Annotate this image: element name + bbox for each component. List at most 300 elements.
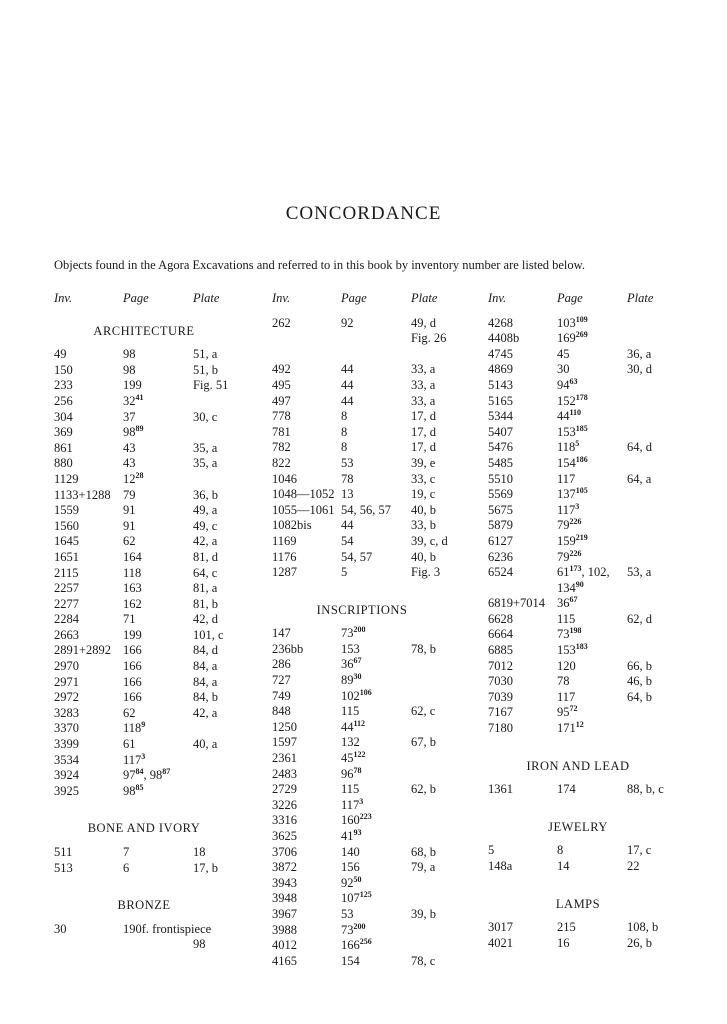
table-row [488, 362, 688, 378]
page-title: CONCORDANCE [285, 203, 442, 224]
inv-cell: 147 [272, 626, 291, 641]
page-cell: 45 [557, 346, 570, 361]
inv-cell: 6628 [488, 611, 513, 626]
page-cell: $44^{112}$ [341, 718, 366, 734]
inv-cell: 3226 [272, 797, 297, 812]
table-row [488, 347, 688, 363]
plate-cell: 88, b, c [627, 782, 664, 797]
table-row [272, 565, 472, 581]
table-row [488, 920, 688, 936]
plate-cell: 42, d [193, 612, 218, 627]
inv-cell: 3370 [54, 721, 79, 736]
page-cell: 44 [341, 393, 354, 408]
plate-cell: 33, c [411, 471, 436, 486]
header-inv: Inv. [272, 291, 291, 305]
plate-cell: 51, a [193, 347, 218, 362]
plate-cell: 49, a [193, 503, 218, 518]
table-row [54, 488, 254, 504]
plate-cell: 108, b [627, 920, 659, 935]
page-cell: 5 [341, 565, 348, 580]
plate-cell: 78, b [411, 641, 436, 656]
page-cell: 91 [123, 503, 136, 518]
page-cell: $137^{105}$ [557, 486, 588, 502]
table-row [488, 518, 688, 534]
section-heading: ARCHITECTURE [93, 323, 195, 338]
table-row [54, 753, 254, 769]
table-row [272, 673, 472, 689]
table-row [488, 859, 688, 875]
plate-cell: Fig. 3 [411, 565, 441, 580]
table-row [488, 721, 688, 737]
page-cell: 91 [123, 518, 136, 533]
table-row [272, 425, 472, 441]
inv-cell: 2257 [54, 581, 79, 596]
table-row [272, 487, 472, 503]
table-row [54, 581, 254, 597]
plate-cell: 84, a [193, 674, 218, 689]
inv-cell: 3017 [488, 920, 513, 935]
plate-cell: 49, d [411, 315, 436, 330]
table-row [272, 362, 472, 378]
inv-cell: 2277 [54, 596, 79, 611]
inv-cell: 7039 [488, 689, 513, 704]
table-row [272, 472, 472, 488]
page-cell: 62 [123, 705, 136, 720]
table-row [272, 456, 472, 472]
plate-cell: 17, d [411, 440, 436, 455]
page-cell: $12^{28}$ [123, 470, 144, 486]
plate-cell: 64, c [193, 565, 218, 580]
inv-cell: 5569 [488, 487, 513, 502]
page-cell: $95^{72}$ [557, 704, 578, 720]
table-row [272, 316, 472, 332]
inv-cell: 2361 [272, 751, 297, 766]
table-row [488, 782, 688, 798]
table-row [272, 331, 472, 347]
page-cell: $98^{89}$ [123, 424, 144, 440]
inv-cell: 727 [272, 673, 291, 688]
table-row [488, 936, 688, 952]
table-row [488, 503, 688, 519]
table-row [488, 581, 688, 597]
plate-cell: 84, b [193, 690, 218, 705]
inv-cell: 1133+1288 [54, 487, 111, 502]
table-row [488, 659, 688, 675]
plate-cell: 64, a [627, 471, 652, 486]
inv-cell: 256 [54, 393, 73, 408]
plate-cell: 39, e [411, 455, 436, 470]
page-cell: 154 [341, 953, 360, 968]
section-heading: IRON AND LEAD [526, 758, 630, 773]
inv-cell: 5485 [488, 455, 513, 470]
table-row [54, 861, 254, 877]
inv-cell: 3925 [54, 783, 79, 798]
page-cell: 163 [123, 581, 142, 596]
page-cell: $73^{200}$ [341, 625, 366, 641]
page-cell: 78 [341, 471, 354, 486]
section-heading: JEWELRY [548, 819, 608, 834]
table-row [488, 705, 688, 721]
page-cell: 61 [123, 737, 136, 752]
table-row [272, 735, 472, 751]
inv-cell: 1651 [54, 549, 79, 564]
concordance-column-1 [54, 291, 254, 953]
page-cell: 53 [341, 906, 354, 921]
plate-cell: 81, d [193, 549, 218, 564]
inv-cell: 5407 [488, 424, 513, 439]
inv-cell: 1597 [272, 735, 297, 750]
inv-cell: 6885 [488, 643, 513, 658]
plate-cell: 62, b [411, 782, 436, 797]
inv-cell: 6127 [488, 533, 513, 548]
page-cell: 79 [123, 487, 136, 502]
plate-cell: 51, b [193, 362, 218, 377]
table-row [488, 565, 688, 581]
table-row [488, 378, 688, 394]
table-row [488, 550, 688, 566]
inv-cell: 1250 [272, 719, 297, 734]
page-cell: 140 [341, 844, 360, 859]
table-row [54, 784, 254, 800]
header-plate: Plate [411, 291, 438, 305]
inv-cell: 5879 [488, 518, 513, 533]
table-row [54, 721, 254, 737]
inv-cell: 5165 [488, 393, 513, 408]
inv-cell: 782 [272, 440, 291, 455]
page-cell: 44 [341, 518, 354, 533]
page-cell: $73^{200}$ [341, 921, 366, 937]
table-row [54, 378, 254, 394]
table-row [272, 409, 472, 425]
inv-cell: 4268 [488, 315, 513, 330]
header-page: Page [123, 291, 149, 305]
header-page: Page [341, 291, 367, 305]
table-row [272, 704, 472, 720]
plate-cell: 17, d [411, 409, 436, 424]
inv-cell: 4012 [272, 938, 297, 953]
table-row [54, 628, 254, 644]
plate-cell: 49, c [193, 518, 218, 533]
table-row [272, 751, 472, 767]
plate-cell: 35, a [193, 456, 218, 471]
inv-cell: 4869 [488, 362, 513, 377]
plate-cell: Fig. 26 [411, 331, 447, 346]
inv-cell: 7012 [488, 658, 513, 673]
table-row [272, 860, 472, 876]
page-cell: $160^{223}$ [341, 812, 372, 828]
page-cell: 98 [123, 347, 136, 362]
page-cell: $102^{106}$ [341, 687, 372, 703]
table-row [272, 907, 472, 923]
plate-cell: 42, a [193, 705, 218, 720]
inv-cell: 233 [54, 378, 73, 393]
page-cell: 166 [123, 674, 142, 689]
page-cell: 190f. frontispiece [123, 921, 212, 936]
plate-cell: 42, a [193, 534, 218, 549]
header-plate: Plate [627, 291, 654, 305]
page-cell: $117^3$ [557, 501, 580, 517]
table-row [272, 891, 472, 907]
inv-cell: 3625 [272, 829, 297, 843]
plate-cell: 39, b [411, 906, 436, 921]
page-cell: 115 [341, 704, 360, 719]
inv-cell: 7180 [488, 721, 513, 736]
table-row [272, 626, 472, 642]
page-cell: 118 [123, 565, 142, 580]
page-cell: $92^{50}$ [341, 874, 362, 890]
inv-cell: 49 [54, 347, 67, 362]
inv-cell: 1176 [272, 549, 297, 564]
inv-cell: 7167 [488, 705, 513, 720]
inv-cell: 304 [54, 409, 73, 424]
concordance-column-2 [272, 291, 472, 969]
table-row [54, 534, 254, 550]
table-row [54, 347, 254, 363]
inv-cell: 492 [272, 362, 291, 377]
page-cell: 174 [557, 782, 576, 797]
table-row [54, 550, 254, 566]
inv-cell: 30 [54, 921, 67, 936]
table-row [54, 690, 254, 706]
page-cell: 44 [341, 362, 354, 377]
inv-cell: 2115 [54, 565, 79, 580]
page-cell: 13 [341, 487, 354, 502]
inv-cell: 2971 [54, 674, 79, 689]
table-row [272, 845, 472, 861]
plate-cell: 98 [193, 937, 206, 952]
table-row [488, 690, 688, 706]
header-inv: Inv. [54, 291, 73, 305]
table-row [488, 487, 688, 503]
inv-cell: 1048—1052 [272, 487, 335, 502]
inv-cell: 3316 [272, 813, 297, 828]
plate-cell: 17, c [627, 843, 652, 858]
table-row [272, 440, 472, 456]
page-cell: 71 [123, 612, 136, 627]
page-cell: 8 [557, 843, 564, 858]
table-row [272, 347, 472, 363]
page-cell: $153^{185}$ [557, 423, 588, 439]
page-cell: 54, 56, 57 [341, 502, 391, 517]
page-cell: $169^{269}$ [557, 330, 588, 346]
page-cell: 54 [341, 533, 354, 548]
page-cell: $61^{173}$, 102, [557, 564, 610, 580]
plate-cell: 81, b [193, 596, 218, 611]
page-cell: 43 [123, 456, 136, 471]
plate-cell: 62, c [411, 704, 436, 719]
page-cell: $166^{256}$ [341, 937, 372, 953]
page-cell: 199 [123, 627, 142, 642]
inv-cell: 778 [272, 409, 291, 424]
page-cell: 16 [557, 935, 570, 950]
inv-cell: 2284 [54, 612, 79, 627]
plate-cell: 68, b [411, 844, 436, 859]
table-row [54, 845, 254, 861]
page-cell: $44^{110}$ [557, 408, 582, 424]
page-cell: 43 [123, 440, 136, 455]
table-row [272, 657, 472, 673]
plate-cell: 81, a [193, 581, 218, 596]
table-row [54, 519, 254, 535]
plate-cell: 84, d [193, 643, 218, 658]
plate-cell: 30, d [627, 362, 652, 377]
plate-cell: 84, a [193, 659, 218, 674]
plate-cell: 66, b [627, 658, 652, 673]
table-row [54, 441, 254, 457]
page-cell: 153 [341, 641, 360, 656]
table-row [54, 737, 254, 753]
page-cell: 166 [123, 643, 142, 658]
plate-cell: 18 [193, 845, 206, 859]
inv-cell: 3283 [54, 705, 79, 720]
page-cell: 117 [557, 471, 576, 486]
table-row [488, 843, 688, 859]
plate-cell: 36, a [627, 346, 652, 361]
inv-cell: 4408b [488, 331, 520, 346]
inv-cell: 4745 [488, 346, 513, 361]
inv-cell: 2972 [54, 690, 79, 705]
table-row [488, 440, 688, 456]
inv-cell: 822 [272, 455, 291, 470]
table-row [272, 394, 472, 410]
plate-cell: 36, b [193, 487, 218, 502]
plate-cell: 17, b [193, 860, 218, 875]
table-row [488, 472, 688, 488]
table-row [272, 798, 472, 814]
inv-cell: 3399 [54, 737, 79, 752]
page-cell: $134^{90}$ [557, 579, 584, 595]
plate-cell: 33, b [411, 518, 436, 533]
plate-cell: 101, c [193, 627, 224, 642]
plate-cell: 78, c [411, 953, 436, 968]
inv-cell: 5476 [488, 440, 513, 455]
inv-cell: 861 [54, 440, 73, 455]
table-row [54, 922, 254, 938]
page-cell: 166 [123, 659, 142, 674]
inv-cell: 511 [54, 845, 73, 859]
page-cell: 117 [557, 689, 576, 704]
plate-cell: 39, c, d [411, 533, 448, 548]
inv-cell: 148a [488, 859, 513, 873]
page-cell: $117^3$ [341, 796, 364, 812]
plate-cell: 33, a [411, 362, 436, 377]
inv-cell: 5344 [488, 409, 513, 424]
table-row [488, 409, 688, 425]
table-row [272, 550, 472, 566]
inv-cell: 781 [272, 424, 291, 439]
plate-cell: 33, a [411, 377, 436, 392]
inv-cell: 1645 [54, 534, 79, 549]
page-cell: 215 [557, 920, 576, 935]
page-cell: 8 [341, 440, 348, 455]
inv-cell: 369 [54, 425, 73, 440]
page-cell: 162 [123, 596, 142, 611]
inv-cell: 3706 [272, 844, 297, 859]
page-cell: $118^5$ [557, 439, 580, 455]
inv-cell: 4165 [272, 953, 297, 968]
table-row [54, 937, 254, 953]
table-row [54, 566, 254, 582]
inv-cell: 1055—1061 [272, 502, 335, 517]
inv-cell: 236bb [272, 641, 304, 656]
page-cell: $97^{84}$, $98^{87}$ [123, 767, 171, 783]
plate-cell: 26, b [627, 935, 652, 950]
table-row [272, 938, 472, 954]
plate-cell: 17, d [411, 424, 436, 439]
table-row [488, 674, 688, 690]
inv-cell: 150 [54, 362, 73, 377]
table-row [488, 316, 688, 332]
inv-cell: 262 [272, 315, 291, 330]
inv-cell: 2663 [54, 627, 79, 642]
page-cell: $103^{109}$ [557, 314, 588, 330]
plate-cell: 53, a [627, 565, 652, 580]
page-cell: $79^{226}$ [557, 548, 582, 564]
intro-text: Objects found in the Agora Excavations and referred to in this book by inventory number are listed below. [54, 258, 585, 272]
page-cell: 54, 57 [341, 549, 373, 564]
inv-cell: 6524 [488, 565, 513, 580]
table-row [54, 503, 254, 519]
page-cell: 115 [557, 611, 576, 626]
table-row [54, 394, 254, 410]
inv-cell: 1129 [54, 471, 79, 486]
page-cell: 53 [341, 455, 354, 470]
inv-cell: 2729 [272, 782, 297, 797]
inv-cell: 3988 [272, 922, 297, 937]
section-heading: BONE AND IVORY [87, 821, 201, 836]
page-cell: 44 [341, 377, 354, 392]
table-row [272, 518, 472, 534]
inv-cell: 5143 [488, 377, 513, 392]
table-row [272, 954, 472, 970]
table-row [54, 706, 254, 722]
plate-cell: 19, c [411, 487, 436, 502]
page-cell: $36^{67}$ [341, 656, 362, 672]
plate-cell: 22 [627, 859, 640, 873]
table-row [272, 503, 472, 519]
table-row [54, 768, 254, 784]
table-row [272, 923, 472, 939]
table-row [54, 410, 254, 426]
header-page: Page [557, 291, 583, 305]
page-cell: 92 [341, 315, 354, 330]
page-cell: 156 [341, 860, 360, 875]
page-cell: $94^{63}$ [557, 376, 578, 392]
inv-cell: 1046 [272, 471, 297, 486]
inv-cell: 848 [272, 704, 291, 719]
plate-cell: 35, a [193, 440, 218, 455]
inv-cell: 1560 [54, 518, 79, 533]
inv-cell: 3534 [54, 752, 79, 767]
inv-cell: 5675 [488, 502, 513, 517]
inv-cell: 286 [272, 657, 291, 672]
inv-cell: 2483 [272, 766, 297, 781]
page-cell: $117^3$ [123, 751, 146, 767]
page-cell: 7 [123, 845, 130, 859]
table-row [54, 597, 254, 613]
header-inv: Inv. [488, 291, 507, 305]
page-cell: 6 [123, 860, 130, 875]
column-header [488, 291, 688, 307]
page-cell: 98 [123, 362, 136, 377]
page-cell: 164 [123, 549, 142, 564]
table-row [54, 643, 254, 659]
plate-cell: 33, a [411, 393, 436, 408]
page-cell: $36^{67}$ [557, 595, 578, 611]
inv-cell: 3948 [272, 891, 297, 906]
inv-cell: 749 [272, 688, 291, 703]
column-header [272, 291, 472, 307]
